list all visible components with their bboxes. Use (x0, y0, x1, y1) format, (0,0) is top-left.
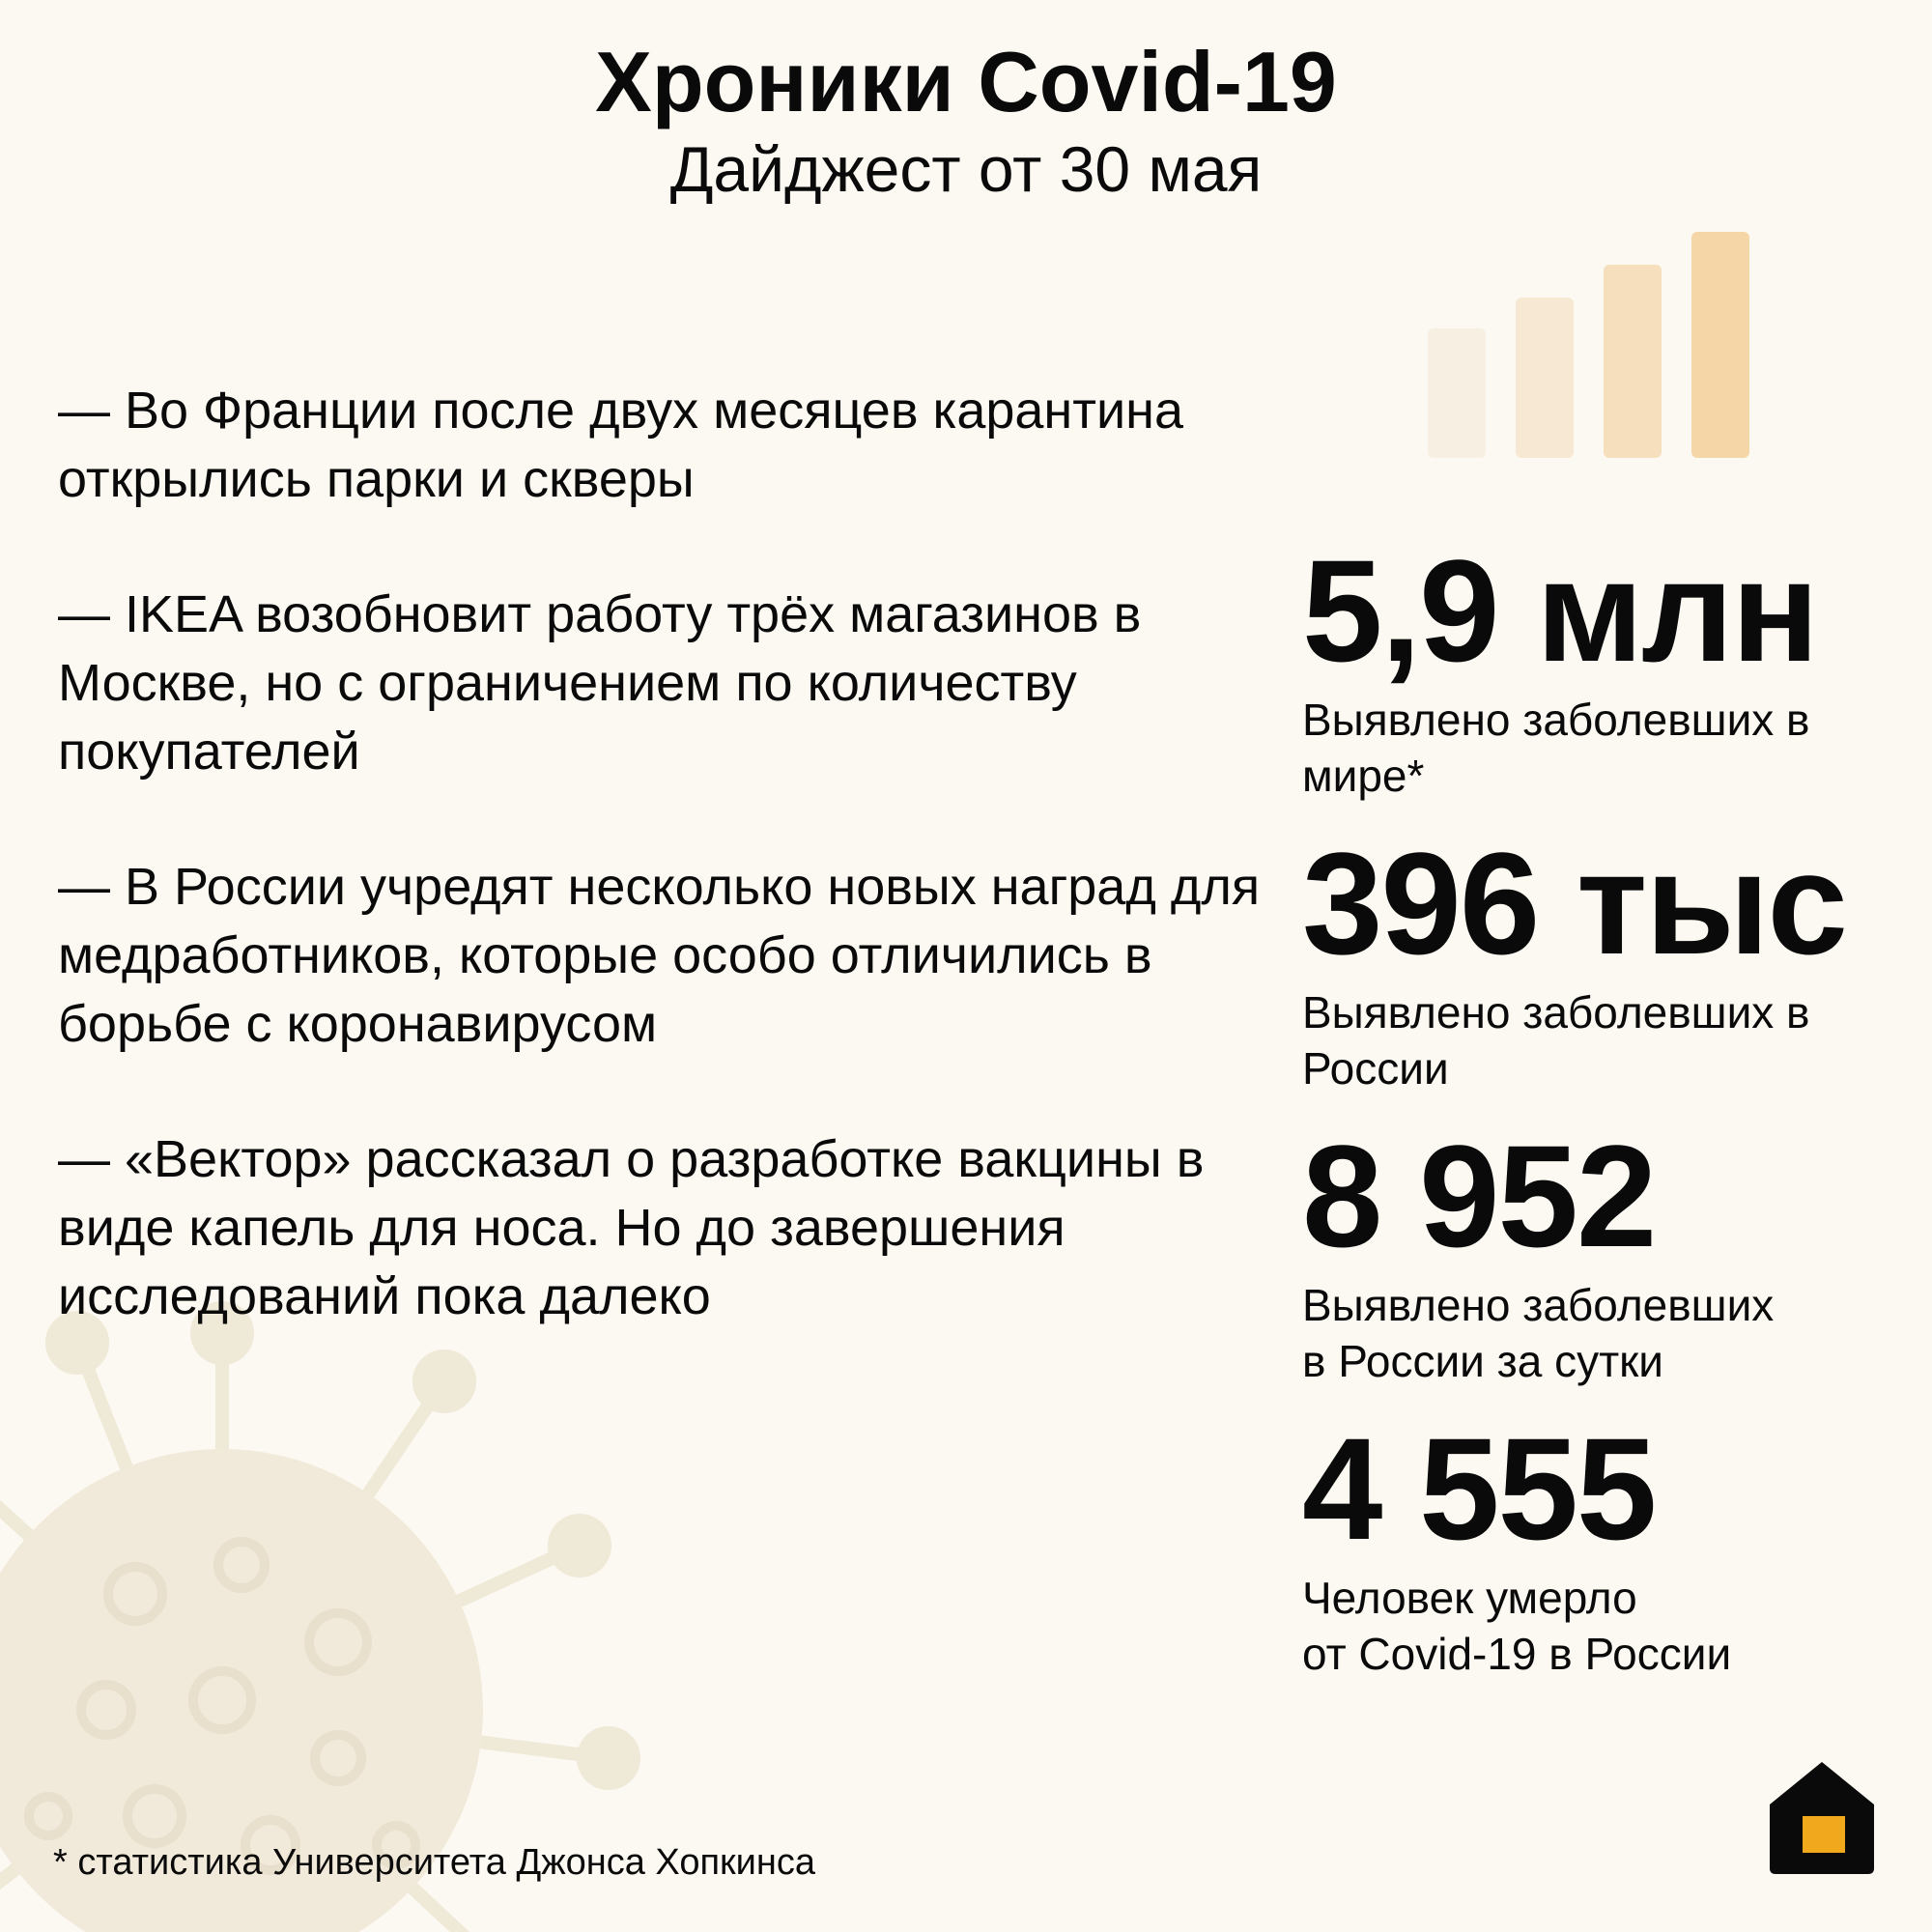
stat-value: 4 555 (1302, 1407, 1656, 1570)
stat-value: 8 952 (1302, 1115, 1656, 1277)
news-item: — IKEA возобновит работу трёх магазинов в Москве, но с ограничением по количеству покупателей (58, 585, 1142, 781)
footnote: * статистика Университета Джонса Хопкинса (53, 1842, 816, 1883)
stat-russia-daily-cases (1302, 1115, 1920, 1389)
stat-label: Человек умерло от Covid-19 в России (1302, 1573, 1732, 1679)
stat-world-cases (1302, 529, 1920, 804)
growth-bars-icon (1428, 230, 1751, 458)
page-subtitle: Дайджест от 30 мая (669, 133, 1263, 205)
stats-panel (1302, 529, 1920, 1707)
house-logo-icon (1768, 1760, 1876, 1876)
growth-bar (1428, 328, 1486, 458)
growth-bar (1516, 298, 1574, 458)
growth-bar (1604, 265, 1662, 458)
news-list (58, 377, 1265, 1398)
stat-russia-deaths (1302, 1407, 1920, 1682)
stat-value: 5,9 млн (1302, 529, 1818, 692)
stat-label: Выявлено заболевших в мире* (1302, 695, 1810, 801)
stat-label: Выявлено заболевших в России (1302, 987, 1810, 1094)
news-item: — В России учредят несколько новых наград для медработников, которые особо отличились в борьбе с коронавирусом (58, 858, 1261, 1053)
stat-value: 396 тыс (1302, 822, 1846, 984)
stat-russia-cases (1302, 822, 1920, 1096)
page-title: Хроники Covid-19 (595, 34, 1337, 129)
stat-label: Выявлено заболевших в России за сутки (1302, 1280, 1775, 1386)
growth-bar (1691, 232, 1749, 458)
news-item: — «Вектор» рассказал о разработке вакцины в виде капель для носа. Но до завершения исследований пока далеко (58, 1130, 1205, 1325)
news-item: — Во Франции после двух месяцев карантина открылись парки и скверы (58, 382, 1184, 508)
